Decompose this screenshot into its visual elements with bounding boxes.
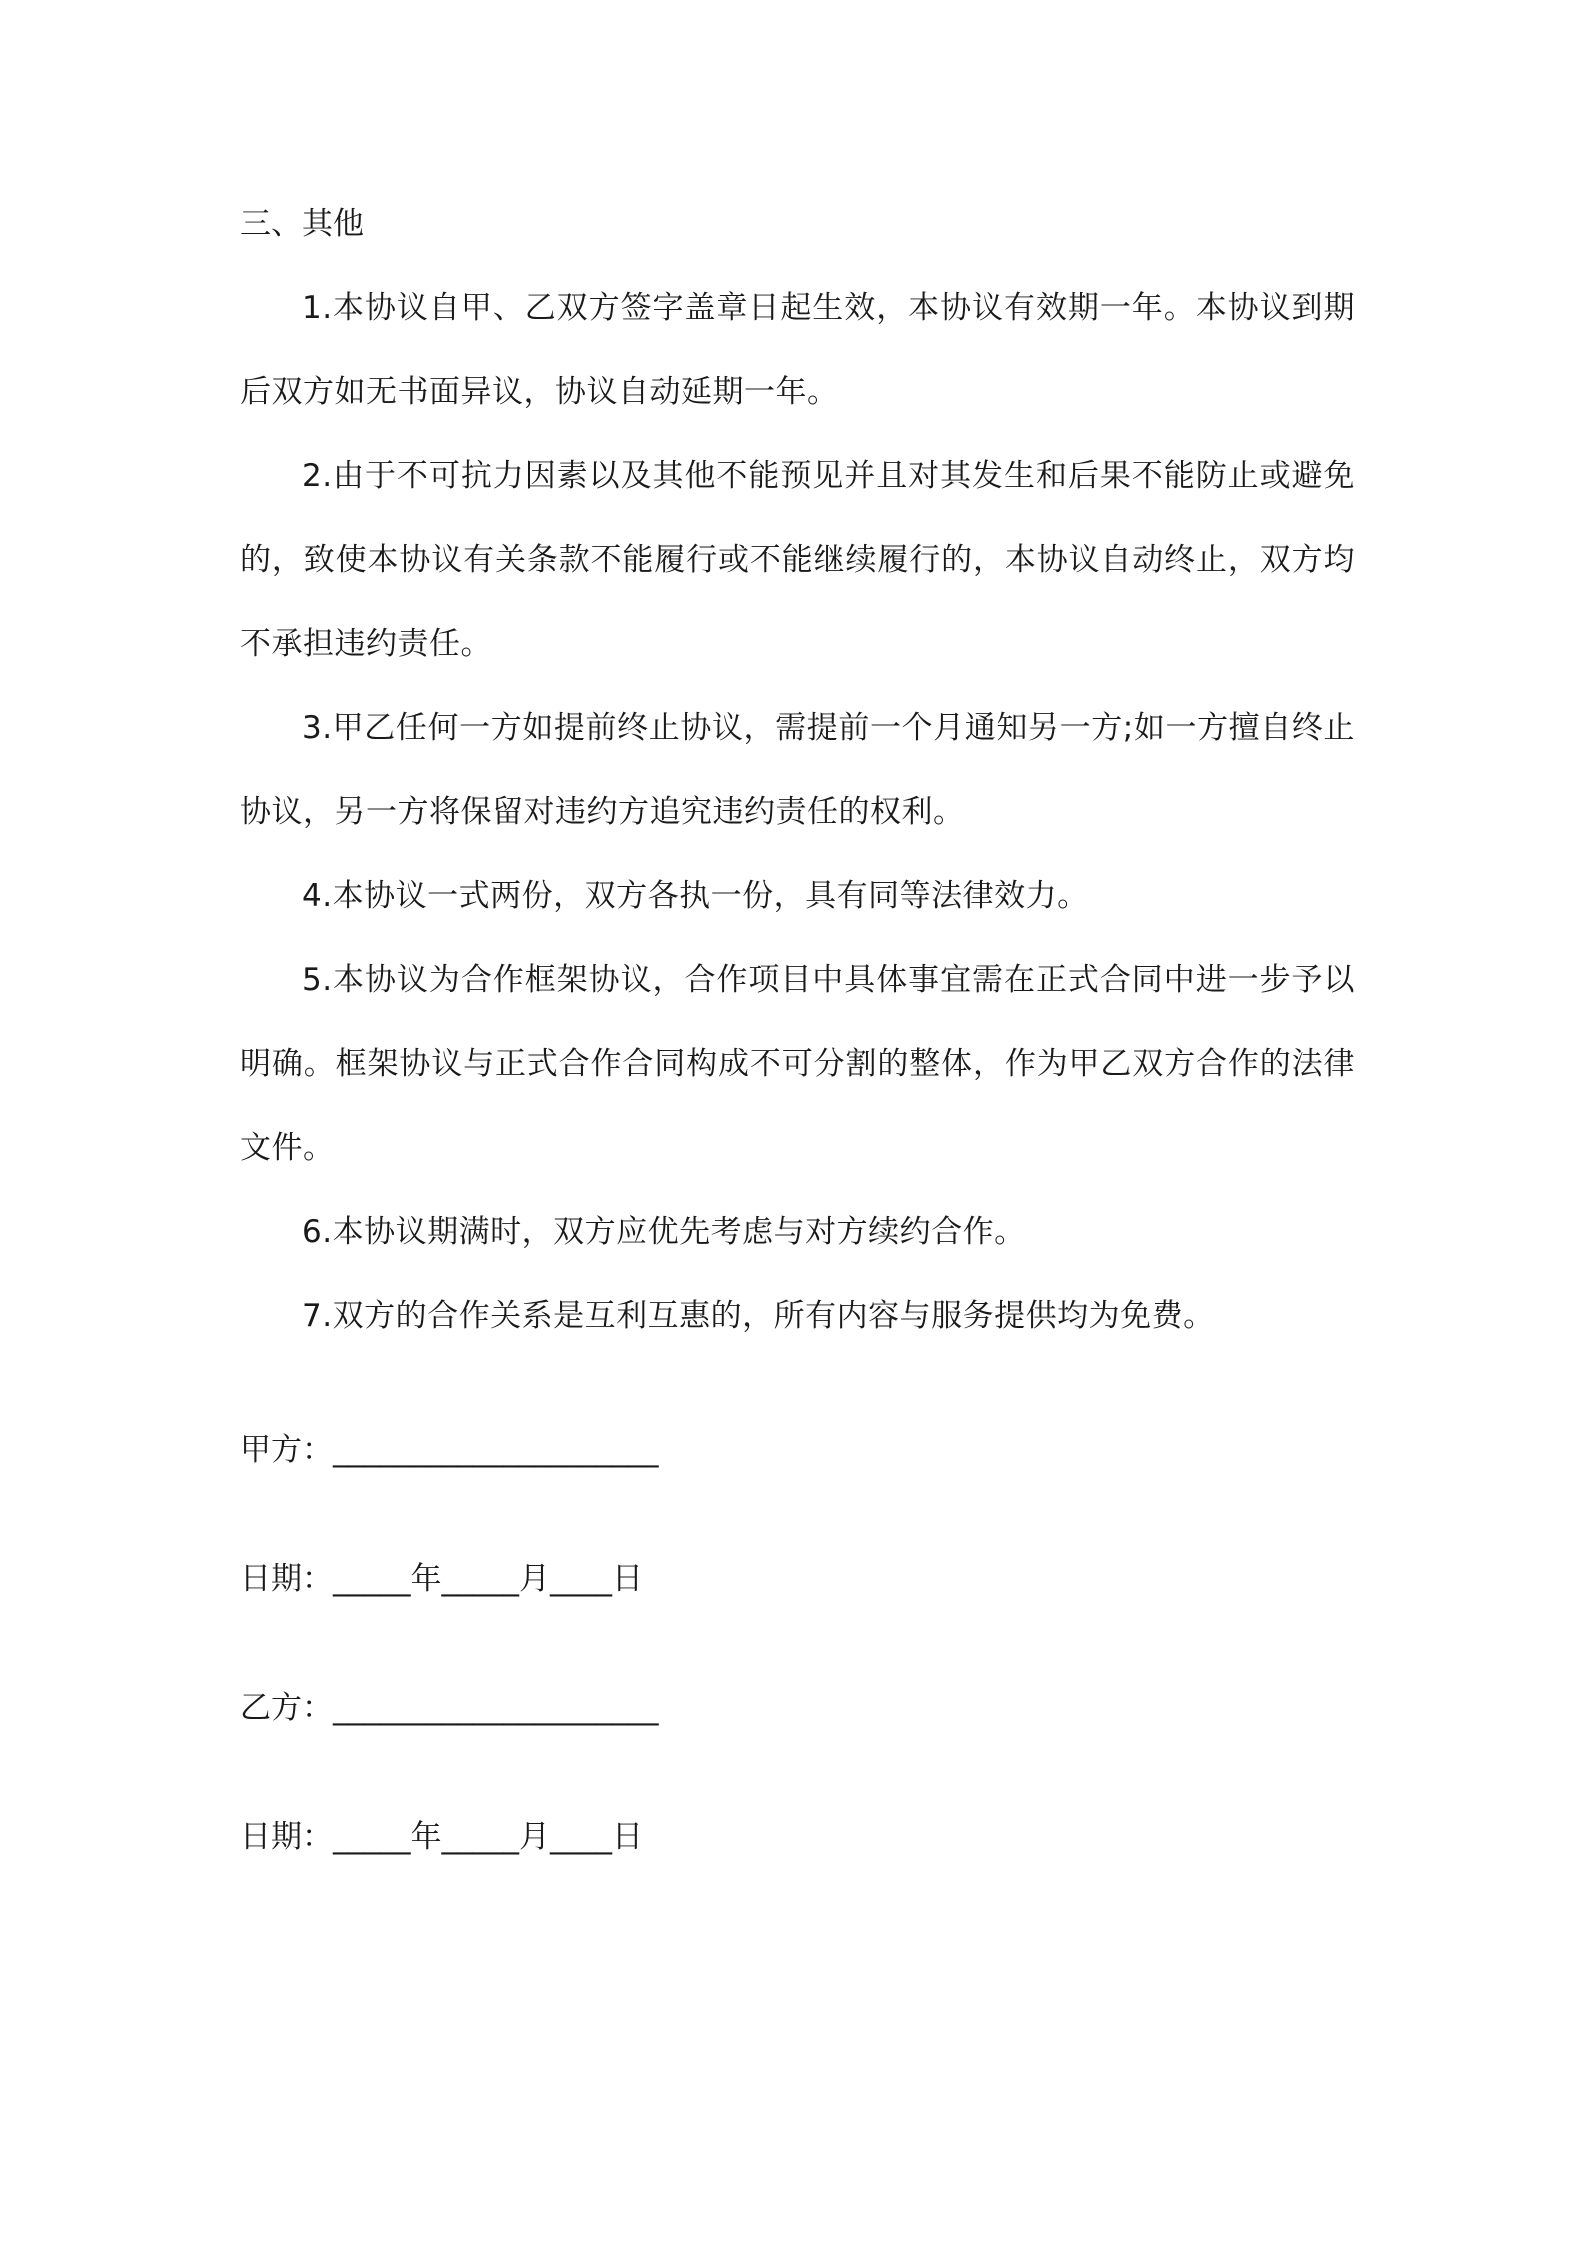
document-body: [240, 182, 1355, 1924]
party-a-signature-line: [240, 1408, 1355, 1492]
signature-block: [240, 1408, 1355, 1879]
clause-5: 5.本协议为合作框架协议，合作项目中具体事宜需在正式合同中进一步予以明确。框架协议与正式合作合同构成不可分割的整体，作为甲乙双方合作的法律文件。: [240, 962, 1355, 1166]
party-a-date-line: [240, 1537, 1355, 1621]
party-a-date-text: 日期：_____年_____月____日: [240, 1561, 643, 1597]
clause-4: 4.本协议一式两份，双方各执一份，具有同等法律效力。: [302, 878, 1089, 914]
clause-2: 2.由于不可抗力因素以及其他不能预见并且对其发生和后果不能防止或避免的，致使本协议有关条款不能履行或不能继续履行的，本协议自动终止，双方均不承担违约责任。: [240, 458, 1355, 662]
party-b-signature-line: [240, 1666, 1355, 1750]
clause-3: 3.甲乙任何一方如提前终止协议，需提前一个月通知另一方;如一方擅自终止协议，另一方将保留对违约方追究违约责任的权利。: [240, 710, 1355, 830]
party-a-signature-text: 甲方：_____________________: [240, 1432, 659, 1468]
clause-6: 6.本协议期满时，双方应优先考虑与对方续约合作。: [302, 1214, 1026, 1250]
party-b-date-line: [240, 1795, 1355, 1879]
section-heading: 三、其他: [240, 206, 364, 242]
party-b-date-text: 日期：_____年_____月____日: [240, 1819, 643, 1855]
party-b-signature-text: 乙方：_____________________: [240, 1690, 659, 1726]
clause-7: 7.双方的合作关系是互利互惠的，所有内容与服务提供均为免费。: [302, 1298, 1215, 1334]
clause-1: 1.本协议自甲、乙双方签字盖章日起生效，本协议有效期一年。本协议到期后双方如无书面异议，协议自动延期一年。: [240, 290, 1355, 410]
